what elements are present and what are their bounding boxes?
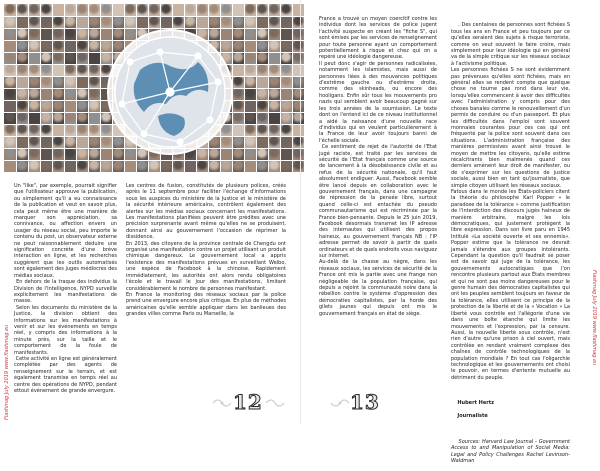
- mosaic-face-tile: [268, 160, 280, 172]
- mosaic-face-tile: [64, 16, 76, 28]
- mosaic-face-tile: [256, 28, 268, 40]
- mosaic-face-tile: [76, 124, 88, 136]
- mosaic-face-tile: [64, 40, 76, 52]
- mosaic-face-tile: [16, 112, 28, 124]
- mosaic-face-tile: [124, 4, 136, 16]
- mosaic-face-tile: [268, 112, 280, 124]
- mosaic-face-tile: [64, 52, 76, 64]
- mosaic-face-tile: [292, 136, 304, 148]
- page-spine: [300, 0, 301, 424]
- mosaic-face-tile: [16, 64, 28, 76]
- mosaic-face-tile: [76, 160, 88, 172]
- mosaic-face-tile: [292, 112, 304, 124]
- mosaic-face-tile: [76, 40, 88, 52]
- mosaic-face-tile: [244, 52, 256, 64]
- left-article-column-2: Les centres de fusion, constitutés de plusieurs polices, créés après le 11 septembre pour faciliter l'échange d'informations sous les auspices du ministère de la Justice et le ministère de la sécurité intérieure américains, contrôlent également des alertes sur les médias sociaux concernant les manifestations. Les manifestations planifiées peuvent être prédites avec une précision surprenante avant même qu'elles ne se produisent, donnant ainsi au gouvernement l'occasion de réprimer la dissidence. En 2013, des citoyens de la province centrale de Chengdu ont organisé une manifestation contre un projet utilisant un produit chimique dangereux. Le gouvernement local a appris l'existence des manifestations prévues en surveillant Weibo, une espèce de Facebook à la chinoise. Rapidement immédiatement, les autorités ont alors rendu obligatoires l'école et le travail le jour des manifestations, limitant considérablement le nombre de personnes manifestant. En France la monitoring des réseaux sociaux par la police prend une envergure encore plus critique. En plus de méthodes américaines qu'elle semble appliquer dans les banlieues des grandes villes comme Paris ou Marseille, la: [126, 183, 286, 318]
- mosaic-face-tile: [244, 4, 256, 16]
- mosaic-face-tile: [280, 136, 292, 148]
- mosaic-face-tile: [292, 160, 304, 172]
- mosaic-face-tile: [280, 4, 292, 16]
- mosaic-face-tile: [280, 40, 292, 52]
- mosaic-face-tile: [244, 148, 256, 160]
- right-article-column-2: [451, 16, 572, 465]
- mosaic-face-tile: [28, 112, 40, 124]
- mosaic-face-tile: [268, 148, 280, 160]
- mosaic-face-tile: [244, 88, 256, 100]
- mosaic-face-tile: [40, 28, 52, 40]
- mosaic-face-tile: [256, 40, 268, 52]
- mosaic-face-tile: [4, 100, 16, 112]
- right-article-column-1: France a trouvé un moyen coercitif contre les individus dont les services de police jugent l'activité suspecte en créant les "fiche S", qui sont émises par les services de renseignement pour toute personne ayant un comportement potentiellement à risque et chez qui on a repéré une idéologie dangereuse. Il peut donc s'agir de personnes radicalisées, notamment les islamistes, mais aussi de personnes liées à des mouvances politiques d'extrême gauche ou d'extrême droite, comme des skinheads, ou encore des hooligans. Enfin sûr tous les mouvements pro nazis qui semblent avoir beaucoup gagné sur les trois années de la soumission. Le texte dont on l'entend ici de ce niveau institutionnel a aidé la naissance d'une nouvelle race d'individus qui en veulent particulièrement à la France de leur avoir toujours banni de l'échelle sociale. Ce sentiment de rejet de l'autorité de l'Etat jugé raciste, est traité par les services de sécurité de l'Etat français comme une source de lancement à la désobéissance civile et au refus de la sécurité nationale, qu'il faut absolument endiguer. Aussi, Facebook semble être lancé depuis en collaboration avec le gouvernement français, dans une campagne de répression de la pensée libre, surtout quand celle-ci est entachée du pseudo communautarisme qui est récriminée par la France bien-pensante. Depuis le 25 juin 2019, Facebook désormais transmet les IP adresse des internautes qui utilisent des propos haineux, au gouvernement français NB : l'IP adresse permet de savoir à partir de quels ordinateurs et de quels endroits vous naviguez sur internet. Au-delà de la chasse au nègre, dans les réseaux sociaux, les services de sécurité de la France ont mis la partie avec une frange non négligeable de la population française, qui depuis a rejoint la communauté noire dans la rébellion contre le système d'oppression des démocraties capitalistes, par la horde des gilets jaunes qui depuis ont mis le gouvernement français en état de siège.: [319, 16, 437, 317]
- mosaic-face-tile: [16, 136, 28, 148]
- mosaic-face-tile: [64, 160, 76, 172]
- mosaic-face-tile: [280, 88, 292, 100]
- mosaic-face-tile: [280, 160, 292, 172]
- mosaic-face-tile: [88, 40, 100, 52]
- mosaic-face-tile: [220, 4, 232, 16]
- mosaic-face-tile: [280, 148, 292, 160]
- mosaic-face-tile: [64, 100, 76, 112]
- mosaic-face-tile: [76, 52, 88, 64]
- mosaic-face-tile: [76, 112, 88, 124]
- mosaic-face-tile: [28, 4, 40, 16]
- mosaic-face-tile: [28, 64, 40, 76]
- mosaic-face-tile: [40, 64, 52, 76]
- mosaic-face-tile: [40, 124, 52, 136]
- mosaic-face-tile: [4, 64, 16, 76]
- mosaic-face-tile: [88, 88, 100, 100]
- mosaic-face-tile: [52, 28, 64, 40]
- mosaic-face-tile: [244, 64, 256, 76]
- mosaic-face-tile: [256, 124, 268, 136]
- mosaic-face-tile: [232, 4, 244, 16]
- mosaic-face-tile: [292, 28, 304, 40]
- mosaic-face-tile: [76, 28, 88, 40]
- mosaic-face-tile: [16, 148, 28, 160]
- mosaic-face-tile: [256, 4, 268, 16]
- mosaic-face-tile: [268, 88, 280, 100]
- mosaic-face-tile: [16, 160, 28, 172]
- mosaic-face-tile: [88, 16, 100, 28]
- mosaic-face-tile: [88, 100, 100, 112]
- mosaic-face-tile: [292, 148, 304, 160]
- right-margin-caption: Flashmag July 2019 www.flashmag.eu: [591, 270, 597, 366]
- mosaic-face-tile: [292, 100, 304, 112]
- mosaic-face-tile: [40, 100, 52, 112]
- mosaic-face-tile: [292, 124, 304, 136]
- mosaic-face-tile: [40, 136, 52, 148]
- mosaic-face-tile: [40, 112, 52, 124]
- mosaic-face-tile: [244, 100, 256, 112]
- mosaic-face-tile: [28, 52, 40, 64]
- mosaic-face-tile: [196, 4, 208, 16]
- mosaic-face-tile: [268, 64, 280, 76]
- mosaic-face-tile: [280, 100, 292, 112]
- mosaic-face-tile: [64, 4, 76, 16]
- mosaic-face-tile: [52, 100, 64, 112]
- mosaic-face-tile: [28, 88, 40, 100]
- mosaic-face-tile: [4, 124, 16, 136]
- mosaic-face-tile: [28, 148, 40, 160]
- mosaic-face-tile: [28, 40, 40, 52]
- author-role: Journaliste: [457, 413, 488, 420]
- mosaic-face-tile: [16, 28, 28, 40]
- mosaic-face-tile: [280, 64, 292, 76]
- mosaic-face-tile: [184, 4, 196, 16]
- mosaic-face-tile: [4, 112, 16, 124]
- mosaic-face-tile: [52, 76, 64, 88]
- mosaic-face-tile: [76, 16, 88, 28]
- mosaic-face-tile: [4, 52, 16, 64]
- mosaic-face-tile: [244, 112, 256, 124]
- mosaic-face-tile: [112, 4, 124, 16]
- mosaic-face-tile: [256, 88, 268, 100]
- mosaic-face-tile: [64, 88, 76, 100]
- mosaic-face-tile: [4, 136, 16, 148]
- mosaic-face-tile: [52, 52, 64, 64]
- mosaic-face-tile: [64, 28, 76, 40]
- mosaic-face-tile: [52, 64, 64, 76]
- mosaic-face-tile: [16, 100, 28, 112]
- mosaic-face-tile: [268, 28, 280, 40]
- mosaic-face-tile: [64, 148, 76, 160]
- mosaic-face-tile: [88, 136, 100, 148]
- page-ornament-left2-icon: [265, 396, 285, 410]
- mosaic-face-tile: [76, 64, 88, 76]
- mosaic-face-tile: [52, 124, 64, 136]
- mosaic-face-tile: [256, 100, 268, 112]
- mosaic-face-tile: [64, 76, 76, 88]
- right-article-column-2-text: . Des centaines de personnes sont fichées S tous les ans en France et peu toujours par ce qu'elles seraient des sujets à risque terroriste, comme on veut souvent le faire croire, mais simplement pour leur idéologie qui en général va de la simple critique sur les réseaux sociaux à l'activisme politique. Les personnes fichées S ne sont évidemment pas prévenues qu'elles sont fichées, mais en général elles se rendent compte que quelque chose ne tourne pas rond dans leur vie, lorsqu'elles commencent à avoir des difficultés avec l'administration y compris pour des choses banales comme le renouvellement d'un permis de conduire ou d'un passeport. Et plus les difficultés dans l'emploi sont souvent monnaies courantes pour ces cas qui ont fréquenté par la police sont souvent dans ces situations. L'administration française des manières permissives avant ainsi trouvé le moyen de mettre les citoyens, qu'elle estime récalcitrants bien malmenés quand ces derniers amènent leur droit de manifester, ou de s'exprimer sur les questions de justice sociale, aussi bien en tant qu'journaliste, que simple citoyen utilisant les réseaux sociaux. Fatous dans le monde les États-policiers citent la théorie du philosophe Karl Popper « le paradoxe de la tolérance » comme justification de l'interdiction des discours jugés haineux de manière arbitraire, malgré les lois démocratiques, qui justement protègent la libre expression. Dans son livre paru en 1945 Intitulé «La société ouverte et ses ennemis». Popper estime que la tolérance ne devrait jamais s'étendre aux groupes intolérants. Cependant la question qu'il faudrait se poser est de savoir qui juge de la tolérance, les gouvernements autocratiques que l'on rencontre plusieurs partout aux États membres et qui ne sont pas moins dangereuses pour le genre humain des démocraties capitalistes qui ont les peuples semblent toujours en faveur de la tolérance, elles utilisent ce principe de la protection de la liberté et de la « Vocation » La liberté vous contrôle est l'allégorie d'une vie dans une boîte étanche qui limite les mouvements et l'expression, par la censure. Aussi, la nouvelle liberté sous contrôle, n'est rien d'autre qu'une prison à ciel ouvert, mais contrôlée en rendant vraiment complexe des chaînes de contrôle technologiques de la population mondiale ? En tout cas l'oligarchie technologique et les gouvernements ont choisi le pouvoir, en termes d'entente mutuelle au détriment du peuple.: [451, 22, 570, 381]
- mosaic-face-tile: [76, 136, 88, 148]
- mosaic-face-tile: [28, 136, 40, 148]
- mosaic-face-tile: [100, 4, 112, 16]
- mosaic-face-tile: [40, 88, 52, 100]
- mosaic-face-tile: [28, 28, 40, 40]
- page-ornament-left-icon: [212, 396, 232, 410]
- mosaic-face-tile: [16, 4, 28, 16]
- mosaic-face-tile: [256, 16, 268, 28]
- mosaic-face-tile: [40, 76, 52, 88]
- mosaic-face-tile: [52, 148, 64, 160]
- mosaic-face-tile: [28, 76, 40, 88]
- left-article-column-1: Un "like", par exemple, pourrait signifier que l'utilisateur approuve la publication, ou simplement qu'il a eu connaissance de la publication et veut en savoir plus, cela peut même être une manière de marquer son appréciation, sa connivance, ou affection envers un usager du réseau social, peu importe le contenu du post, un observateur externe ne peut raisonnablement déduire une signification concrète d'une brève interaction en ligne, et les recherches suggèrent que les outils automatisés sont également des juges médiocres des médias sociaux. En dehors de la traque des individus la Division de l'Intelligence, NYPD surveille explicitement les manifestations de masse. Selon les documents du ministère de la Justice, la division obtient des informations sur les manifestations à venir et sur les événements en temps réel, y compris des informations à la minute près, sur la taille et le comportement de la foule de manifestants. Cette activité en ligne est généralement complétée par des agents de renseignement sur le terrain, et est également transmise en temps réel au centre des opérations de NYPD, pendant ettout événement de grande envergure.: [14, 183, 117, 394]
- mosaic-face-tile: [16, 124, 28, 136]
- mosaic-face-tile: [64, 112, 76, 124]
- mosaic-face-tile: [4, 160, 16, 172]
- mosaic-face-tile: [292, 4, 304, 16]
- mosaic-face-tile: [28, 100, 40, 112]
- mosaic-face-tile: [88, 4, 100, 16]
- author-name: Hubert Hertz: [457, 400, 495, 407]
- mosaic-face-tile: [88, 28, 100, 40]
- mosaic-face-tile: [52, 88, 64, 100]
- mosaic-face-tile: [4, 88, 16, 100]
- mosaic-face-tile: [52, 40, 64, 52]
- mosaic-face-tile: [76, 4, 88, 16]
- mosaic-face-tile: [52, 112, 64, 124]
- mosaic-face-tile: [256, 148, 268, 160]
- mosaic-face-tile: [16, 52, 28, 64]
- mosaic-face-tile: [16, 40, 28, 52]
- mosaic-face-tile: [256, 136, 268, 148]
- mosaic-face-tile: [76, 88, 88, 100]
- mosaic-face-tile: [244, 136, 256, 148]
- mosaic-face-tile: [244, 16, 256, 28]
- mosaic-face-tile: [4, 148, 16, 160]
- mosaic-face-tile: [256, 52, 268, 64]
- mosaic-face-tile: [256, 112, 268, 124]
- mosaic-face-tile: [256, 160, 268, 172]
- mosaic-face-tile: [88, 124, 100, 136]
- mosaic-face-tile: [268, 52, 280, 64]
- mosaic-face-tile: [136, 4, 148, 16]
- mosaic-face-tile: [40, 148, 52, 160]
- mosaic-face-tile: [88, 52, 100, 64]
- mosaic-face-tile: [268, 40, 280, 52]
- mosaic-face-tile: [4, 4, 16, 16]
- mosaic-face-tile: [244, 76, 256, 88]
- mosaic-face-tile: [256, 64, 268, 76]
- face-mosaic-image: [4, 4, 300, 170]
- mosaic-face-tile: [4, 40, 16, 52]
- mosaic-face-tile: [292, 64, 304, 76]
- mosaic-face-tile: [16, 16, 28, 28]
- mosaic-face-tile: [244, 28, 256, 40]
- mosaic-face-tile: [292, 16, 304, 28]
- mosaic-face-tile: [52, 16, 64, 28]
- mosaic-face-tile: [64, 64, 76, 76]
- mosaic-face-tile: [256, 76, 268, 88]
- mosaic-face-tile: [64, 136, 76, 148]
- mosaic-face-tile: [268, 16, 280, 28]
- mosaic-face-tile: [280, 76, 292, 88]
- mosaic-face-tile: [280, 16, 292, 28]
- mosaic-face-tile: [16, 76, 28, 88]
- page-number-right: 13: [350, 390, 380, 414]
- sources-note: Sources: Harvard Law Journal - Government Access to and Manipulation of Social Media: Legal and Policy Challenges Rachel Levinson-Waldman: [451, 438, 572, 465]
- mosaic-face-tile: [244, 124, 256, 136]
- mosaic-face-tile: [88, 148, 100, 160]
- page-ornament-right-icon: [330, 396, 350, 410]
- mosaic-face-tile: [148, 4, 160, 16]
- mosaic-face-tile: [28, 124, 40, 136]
- mosaic-face-tile: [16, 88, 28, 100]
- mosaic-face-tile: [40, 52, 52, 64]
- mosaic-face-tile: [292, 88, 304, 100]
- mosaic-face-tile: [268, 4, 280, 16]
- mosaic-face-tile: [268, 124, 280, 136]
- mosaic-face-tile: [280, 52, 292, 64]
- mosaic-face-tile: [292, 40, 304, 52]
- mosaic-face-tile: [28, 16, 40, 28]
- mosaic-face-tile: [244, 160, 256, 172]
- mosaic-face-tile: [88, 64, 100, 76]
- mosaic-face-tile: [40, 40, 52, 52]
- mosaic-face-tile: [268, 136, 280, 148]
- mosaic-face-tile: [40, 160, 52, 172]
- mosaic-face-tile: [76, 100, 88, 112]
- mosaic-face-tile: [208, 4, 220, 16]
- mosaic-face-tile: [280, 112, 292, 124]
- mosaic-face-tile: [52, 160, 64, 172]
- mosaic-face-tile: [268, 76, 280, 88]
- mosaic-face-tile: [88, 76, 100, 88]
- mosaic-face-tile: [4, 16, 16, 28]
- mosaic-face-tile: [172, 4, 184, 16]
- mosaic-face-tile: [76, 148, 88, 160]
- mosaic-face-tile: [88, 160, 100, 172]
- mosaic-face-tile: [4, 76, 16, 88]
- mosaic-face-tile: [292, 52, 304, 64]
- mosaic-face-tile: [292, 76, 304, 88]
- mosaic-face-tile: [52, 136, 64, 148]
- mosaic-face-tile: [280, 124, 292, 136]
- globe-network-icon: [100, 22, 240, 162]
- mosaic-face-tile: [40, 4, 52, 16]
- mosaic-face-tile: [40, 16, 52, 28]
- mosaic-face-tile: [88, 112, 100, 124]
- page-number-left: 12: [233, 390, 263, 414]
- mosaic-face-tile: [4, 28, 16, 40]
- mosaic-face-tile: [280, 28, 292, 40]
- left-margin-caption: Flashmag July 2019 www.flashmag.eu: [4, 324, 10, 420]
- mosaic-face-tile: [52, 4, 64, 16]
- mosaic-face-tile: [76, 76, 88, 88]
- mosaic-face-tile: [160, 4, 172, 16]
- mosaic-face-tile: [64, 124, 76, 136]
- mosaic-face-tile: [28, 160, 40, 172]
- mosaic-face-tile: [244, 40, 256, 52]
- mosaic-face-tile: [268, 100, 280, 112]
